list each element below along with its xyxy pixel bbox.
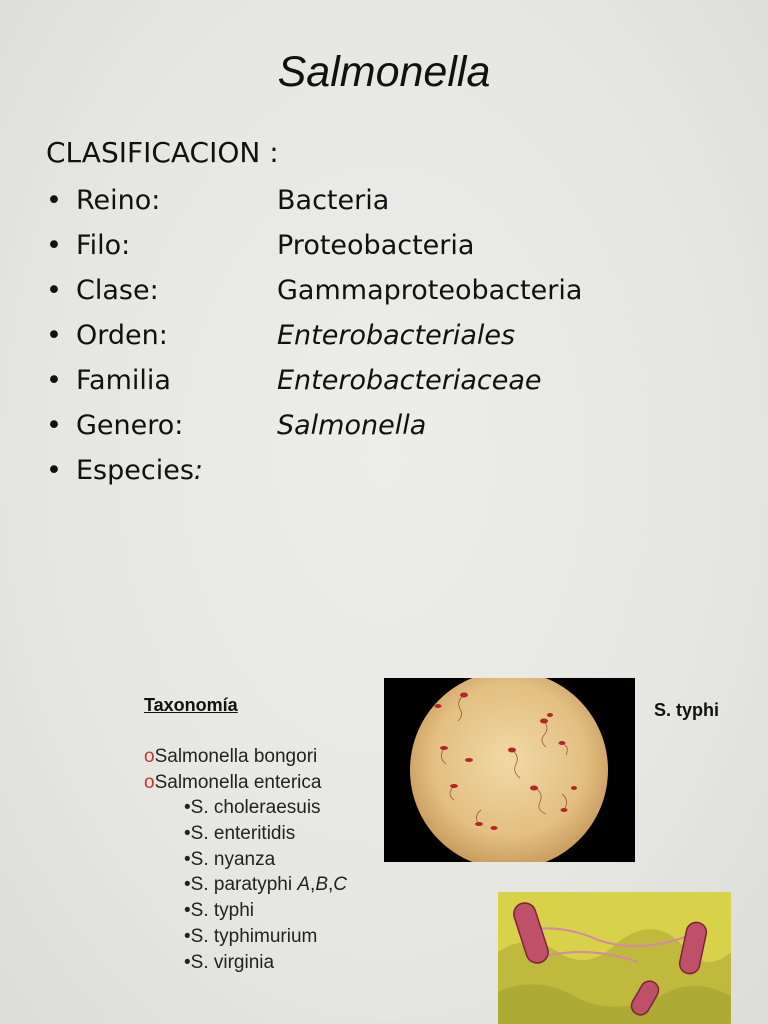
bullet-icon: • xyxy=(184,900,191,922)
row-label: Familia xyxy=(76,365,171,396)
species-name: Salmonella bongori xyxy=(154,746,318,767)
subspecies-item xyxy=(144,872,347,898)
separator: , xyxy=(328,874,334,896)
bullet-icon: • xyxy=(46,410,62,441)
subspecies-name: S. paratyphi xyxy=(190,874,293,896)
subspecies-name: S. choleraesuis xyxy=(190,797,321,819)
bullet-icon: • xyxy=(46,230,62,261)
subspecies-name: S. enteritidis xyxy=(190,823,296,845)
subspecies-item xyxy=(144,847,347,873)
bullet-icon: • xyxy=(46,185,62,216)
circle-bullet-icon: o xyxy=(144,746,155,767)
subspecies-name: S. nyanza xyxy=(190,848,276,870)
subspecies-name: S. typhimurium xyxy=(190,925,318,947)
bullet-icon: • xyxy=(184,951,191,973)
bullet-icon: • xyxy=(184,925,191,947)
subspecies-item xyxy=(144,821,347,847)
row-label: Clase: xyxy=(76,275,159,306)
species-item xyxy=(144,744,347,770)
serotype-c: C xyxy=(333,874,348,896)
serotype-a: A xyxy=(297,874,311,896)
figure-caption: S. typhi xyxy=(654,700,720,720)
electron-micrograph-image xyxy=(498,892,731,1024)
slide-title: Salmonella xyxy=(277,48,491,96)
row-label xyxy=(76,452,203,490)
subspecies-item xyxy=(144,924,347,950)
species-colon: : xyxy=(193,455,204,486)
row-label: Genero: xyxy=(76,410,184,441)
species-name: Salmonella enterica xyxy=(154,771,322,793)
row-value: Proteobacteria xyxy=(277,230,475,261)
microscope-image xyxy=(384,678,635,862)
serotype-b: B xyxy=(315,874,328,896)
bullet-icon: • xyxy=(184,874,191,896)
row-value: Gammaproteobacteria xyxy=(277,275,583,306)
row-value: Salmonella xyxy=(277,410,427,441)
row-label: Filo: xyxy=(76,230,131,261)
row-value: Bacteria xyxy=(277,185,390,216)
row-value: Enterobacteriales xyxy=(277,320,516,351)
bullet-icon: • xyxy=(46,320,62,351)
bullet-icon: • xyxy=(184,848,191,870)
microscope-field-graphic xyxy=(384,678,635,862)
circle-bullet-icon: o xyxy=(144,771,155,793)
species-label-text: Especies xyxy=(76,455,194,486)
bullet-icon: • xyxy=(184,823,191,845)
subspecies-item xyxy=(144,950,347,976)
bullet-icon: • xyxy=(184,797,191,819)
micrograph-graphic xyxy=(498,892,731,1024)
species-item xyxy=(144,770,347,796)
classification-heading: CLASIFICACION : xyxy=(46,136,279,169)
bullet-icon: • xyxy=(46,365,62,396)
bullet-icon: • xyxy=(46,455,62,486)
row-value: Enterobacteriaceae xyxy=(277,365,542,396)
taxonomy-title: Taxonomía xyxy=(144,695,238,715)
subspecies-name: S. typhi xyxy=(190,900,255,922)
taxonomy-list xyxy=(144,744,347,975)
row-label: Orden: xyxy=(76,320,168,351)
bullet-icon: • xyxy=(46,275,62,306)
subspecies-name: S. virginia xyxy=(190,951,275,973)
subspecies-item xyxy=(144,795,347,821)
subspecies-item xyxy=(144,898,347,924)
row-label: Reino: xyxy=(76,185,161,216)
separator: , xyxy=(310,874,316,896)
